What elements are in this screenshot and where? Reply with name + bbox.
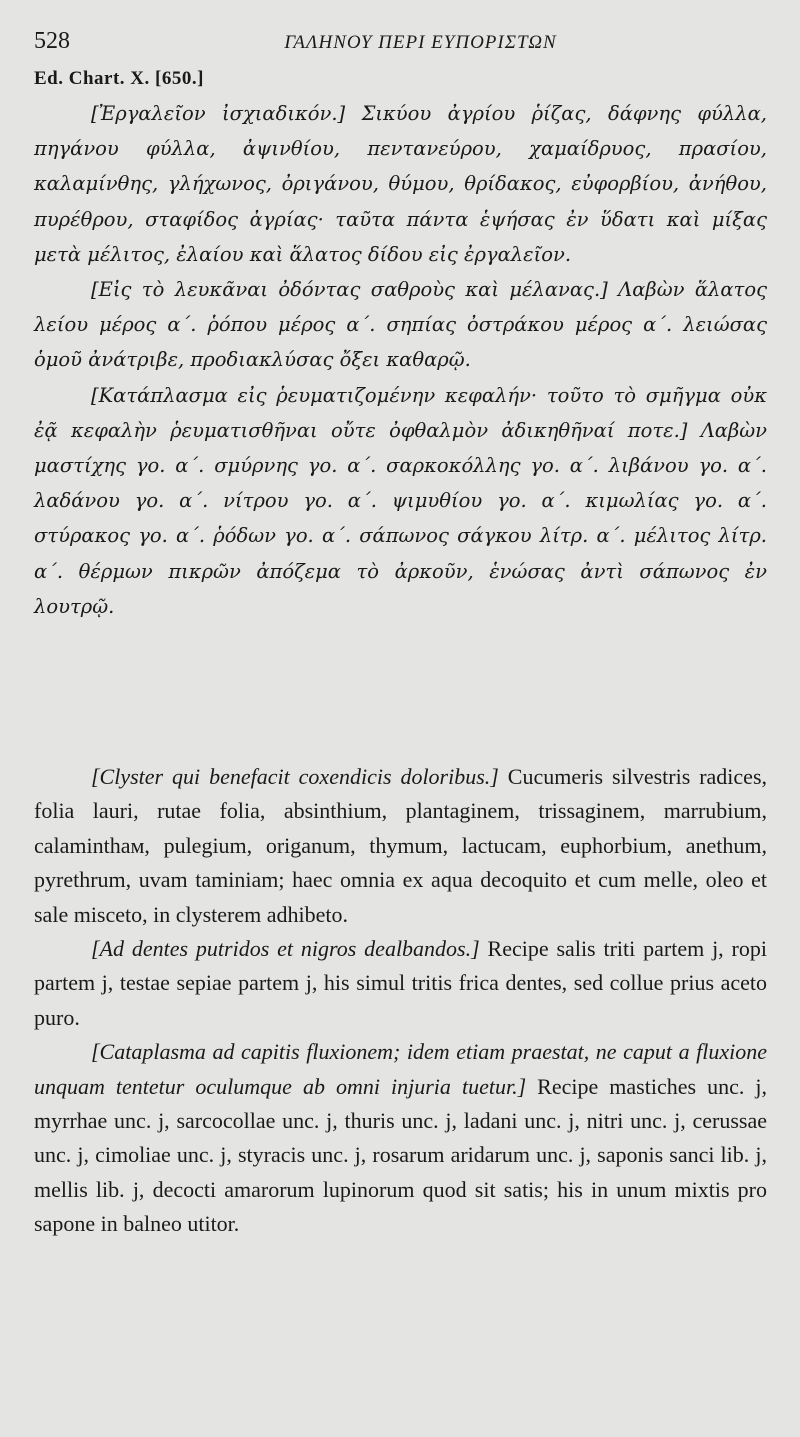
- latin-heading: [Ad dentes putridos et nigros dealbandos.]: [91, 936, 480, 962]
- latin-body: Recipe mastiches unc. j, myrrhae unc. j, sarcocollae unc. j, thuris unc. j, ladani unc. j, nitri unc. j, cerussae unc. j, cimoliae unc. j, styracis unc. j, rosarum aridarum unc. j, saponis sanci lib. j, mellis lib. j, decocti amarorum lupinorum quod sit satis; his in unum mixtis pro sapone in balneo utitor.: [34, 1073, 767, 1237]
- latin-paragraph: [34, 760, 767, 932]
- latin-paragraph: [34, 1035, 767, 1241]
- greek-heading: [Κατάπλασμα εἰς ῥευματιζομένην κεφαλήν· τοῦτο τὸ σμῆγμα οὐκ ἐᾷ κεφαλὴν ῥευματισθῆναι οὔτε ὀφθαλμὸν ἀδικηθῆναί ποτε.]: [34, 383, 767, 442]
- greek-text-block: [34, 96, 767, 624]
- latin-paragraph: [34, 932, 767, 1035]
- greek-paragraph: [34, 378, 767, 624]
- page-header: [34, 28, 767, 62]
- greek-body: Λαβὼν ἅλατος λείου μέρος α΄. ῥόπου μέρος α΄. σηπίας ὀστράκου μέρος α΄. λειώσας ὁμοῦ ἀνάτριβε, προδιακλύσας ὄξει καθαρῷ.: [34, 278, 767, 372]
- latin-heading: [Clyster qui benefacit coxendicis doloribus.]: [91, 764, 499, 789]
- edition-reference: Ed. Chart. X. [650.]: [34, 68, 204, 89]
- greek-heading: [Εἰς τὸ λευκᾶναι ὀδόντας σαθροὺς καὶ μέλανας.]: [91, 278, 608, 302]
- latin-body: Recipe salis triti partem j, ropi partem j, testae sepiae partem j, his simul tritis frica dentes, sed collue prius aceto puro.: [34, 936, 767, 1030]
- greek-body: Λαβὼν μαστίχης γο. α΄. σμύρνης γο. α΄. σαρκοκόλλης γο. α΄. λιβάνου γο. α΄. λαδάνου γο. α΄. νίτρου γο. α΄. ψιμυθίου γο. α΄. κιμωλίας γο. α΄. στύρακος γο. α΄. ῥόδων γο. α΄. σάπωνος σάγκου λίτρ. α΄. μέλιτος λίτρ. α΄. θέρμων πικρῶν ἀπόζεμα τὸ ἀρκοῦν, ἑνώσας ἀντὶ σάπωνος ἐν λουτρῷ.: [34, 418, 767, 618]
- latin-text-block: [34, 760, 767, 1242]
- greek-paragraph: [34, 272, 767, 378]
- latin-heading: [Cataplasma ad capitis fluxionem; idem etiam praestat, ne caput a fluxione unquam tentetur oculumque ab omni injuria tuetur.]: [34, 1039, 767, 1099]
- greek-body: Σικύου ἀγρίου ῥίζας, δάφνης φύλλα, πηγάνου φύλλα, ἀψινθίου, πεντανεύρου, χαμαίδρυος, πρασίου, καλαμίνθης, γλήχωνος, ὀριγάνου, θύμου, θρίδακος, εὐφορβίου, ἀνήθου, πυρέθρου, σταφίδος ἀγρίας· ταῦτα πάντα ἑψήσας ἐν ὕδατι καὶ μίξας μετὰ μέλιτος, ἐλαίου καὶ ἅλατος δίδου εἰς ἐργαλεῖον.: [34, 102, 767, 266]
- greek-paragraph: [34, 96, 767, 272]
- page-number: 528: [34, 28, 70, 54]
- greek-heading: [Ἐργαλεῖον ἰσχιαδικόν.]: [91, 102, 346, 125]
- running-title: ΓΑΛΗΝΟΥ ΠΕΡΙ ΕΥΠΟΡΙΣΤΩΝ: [284, 32, 557, 53]
- latin-body: Cucumeris silvestris radices, folia lauri, rutae folia, absinthium, plantaginem, trissaginem, marrubium, calaminthам, pulegium, origanum, thymum, lactucam, euphorbium, anethum, pyrethrum, uvam taminiam; haec omnia ex aqua decoquito et cum melle, oleo et sale misceto, in clysterem adhibeto.: [34, 764, 767, 927]
